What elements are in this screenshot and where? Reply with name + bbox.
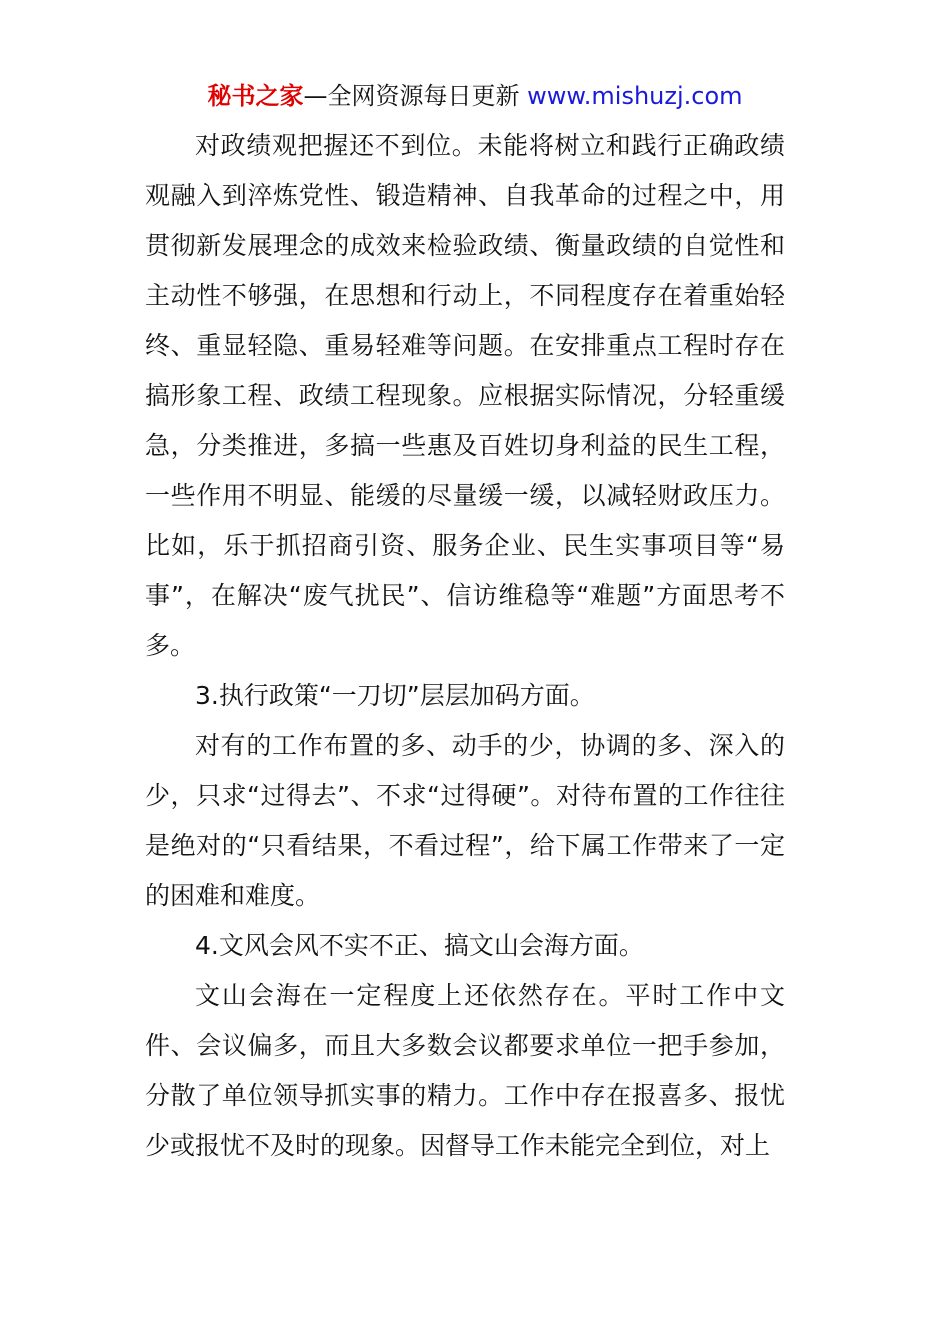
document-body xyxy=(145,121,785,1171)
paragraph-work-arrangement: 对有的工作布置的多、动手的少，协调的多、深入的少，只求“过得去”、不求“过得硬”。对待布置的工作往往是绝对的“只看结果，不看过程”，给下属工作带来了一定的困难和难度。 xyxy=(145,731,785,910)
header-tagline: —全网资源每日更新 xyxy=(303,82,528,110)
heading-policy-enforcement: 3.执行政策“一刀切”层层加码方面。 xyxy=(195,681,595,710)
brand-name: 秘书之家 xyxy=(207,82,304,110)
site-url[interactable]: www.mishuzj.com xyxy=(527,82,743,110)
page-header xyxy=(0,80,950,112)
paragraph-meetings: 文山会海在一定程度上还依然存在。平时工作中文件、会议偏多，而且大多数会议都要求单位一把手参加，分散了单位领导抓实事的精力。工作中存在报喜多、报忧少或报忧不及时的现象。因督导工作未能完全到位，对上 xyxy=(145,981,785,1160)
paragraph-performance-view: 对政绩观把握还不到位。未能将树立和践行正确政绩观融入到淬炼党性、锻造精神、自我革命的过程之中，用贯彻新发展理念的成效来检验政绩、衡量政绩的自觉性和主动性不够强，在思想和行动上，不同程度存在着重始轻终、重显轻隐、重易轻难等问题。在安排重点工程时存在搞形象工程、政绩工程现象。应根据实际情况，分轻重缓急，分类推进，多搞一些惠及百姓切身利益的民生工程，一些作用不明显、能缓的尽量缓一缓，以减轻财政压力。比如，乐于抓招商引资、服务企业、民生实事项目等“易事”，在解决“废气扰民”、信访维稳等“难题”方面思考不多。 xyxy=(145,131,785,660)
heading-meeting-style: 4.文风会风不实不正、搞文山会海方面。 xyxy=(195,931,644,960)
